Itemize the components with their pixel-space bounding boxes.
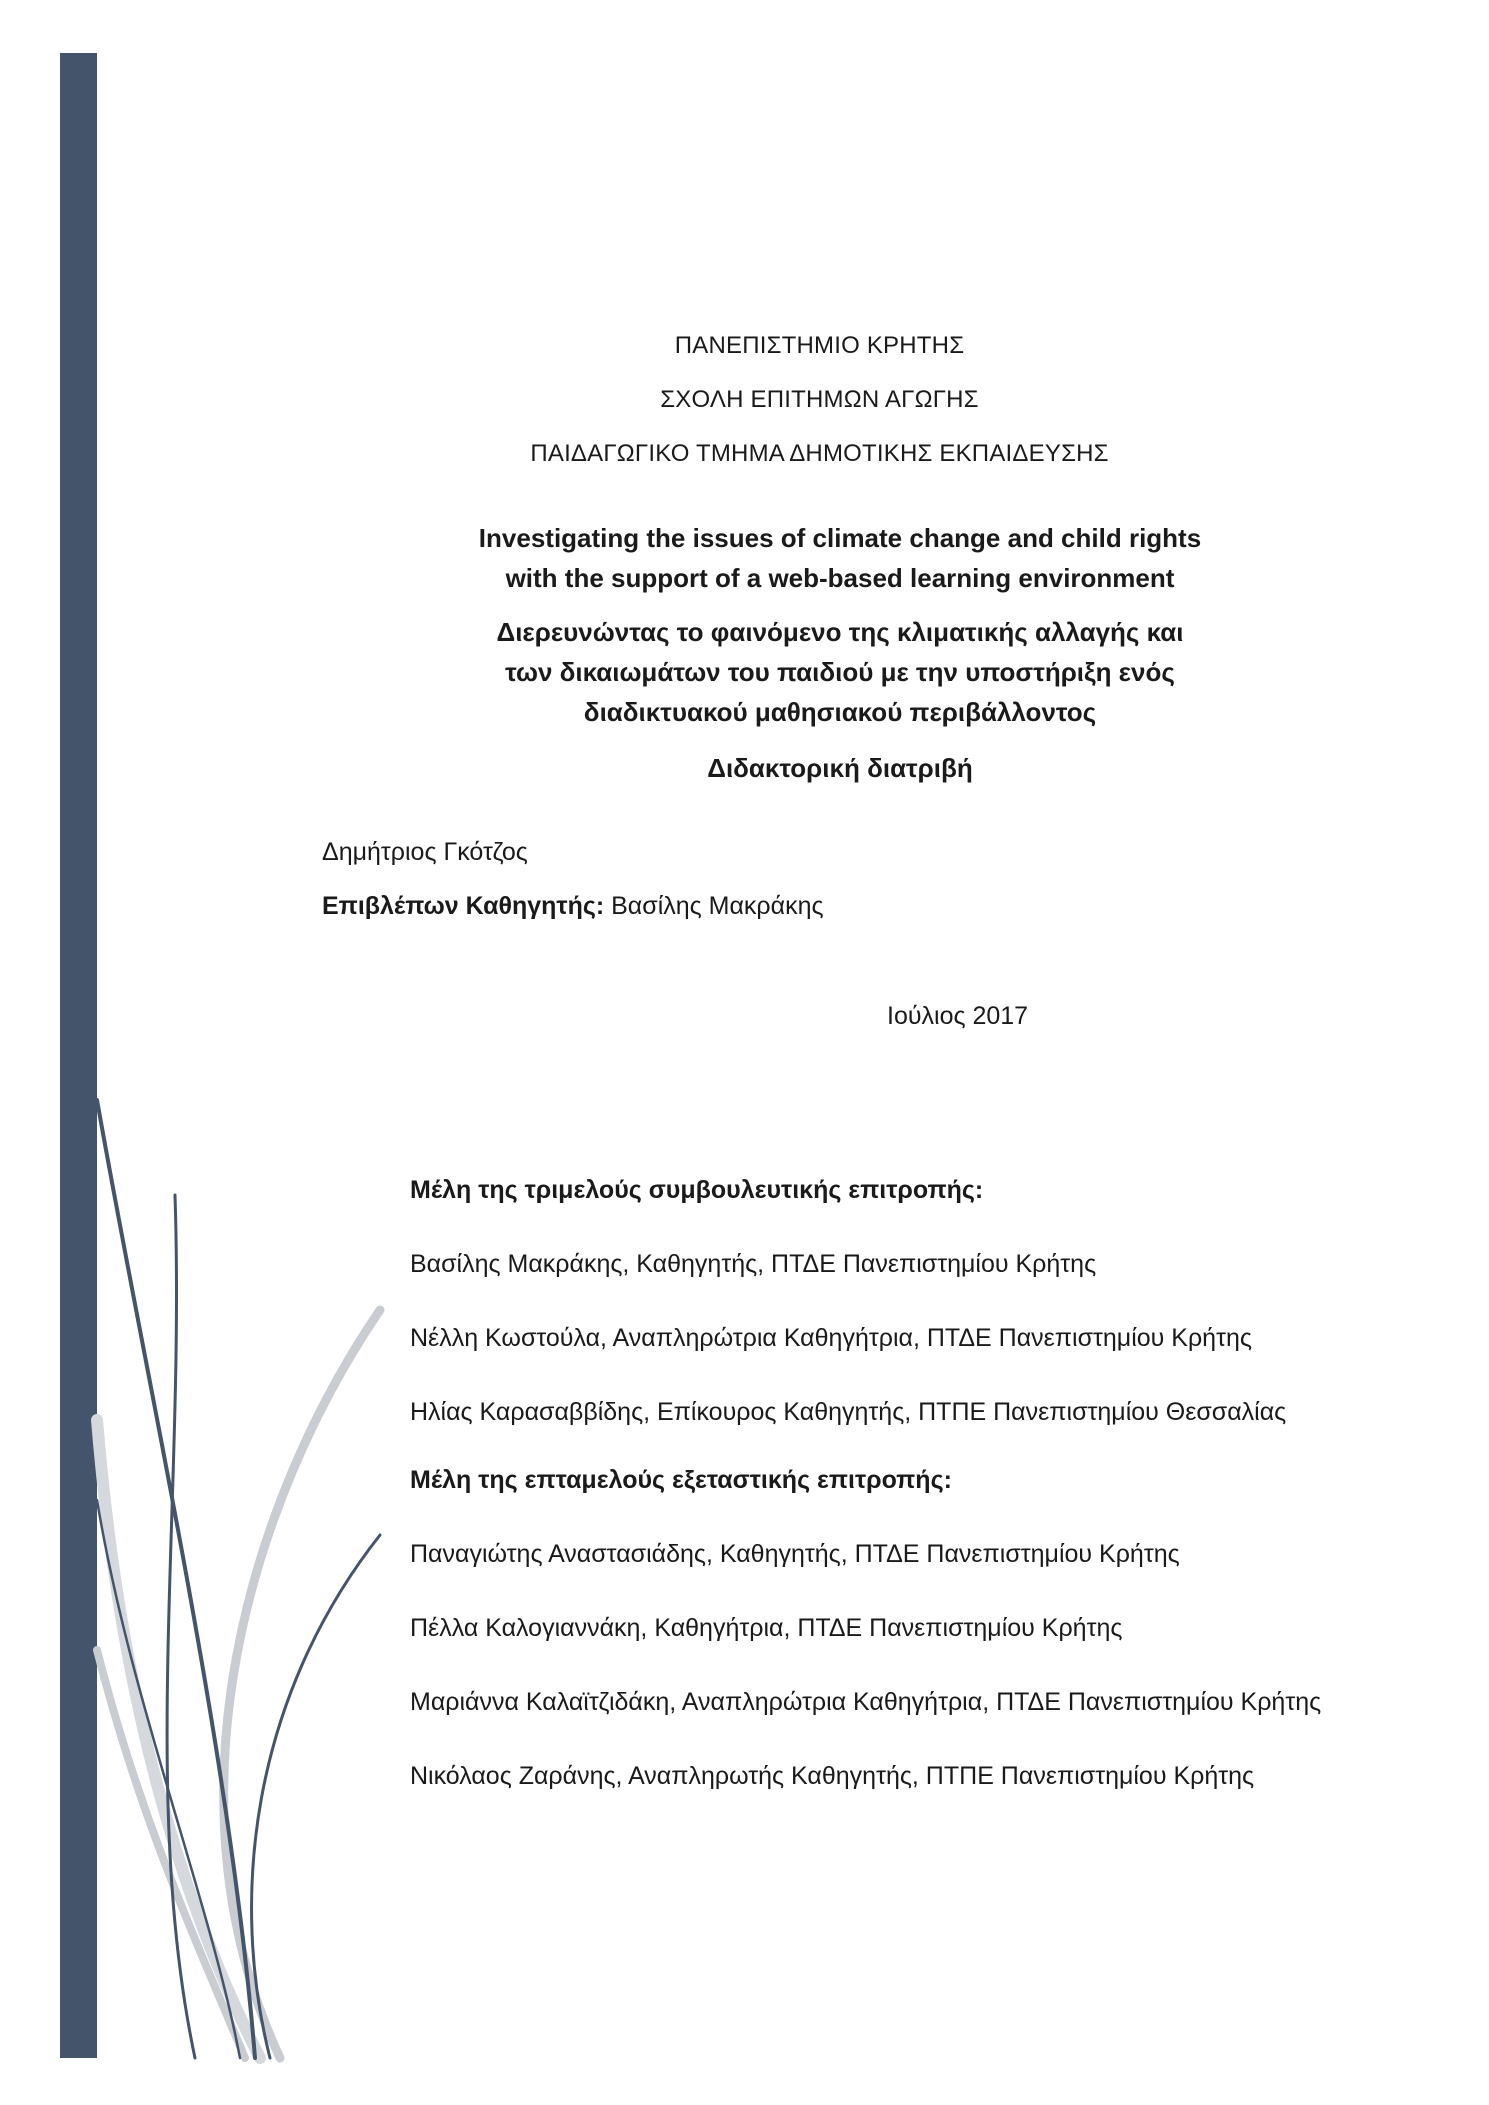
- department-name: ΠΑΙΔΑΓΩΓΙΚΟ ΤΜΗΜΑ ΔΗΜΟΤΙΚΗΣ ΕΚΠΑΙΔΕΥΣΗΣ: [530, 440, 1109, 467]
- english-title: [420, 518, 1260, 598]
- english-title-line-1: Investigating the issues of climate change and child rights: [478, 523, 1202, 553]
- university-name: ΠΑΝΕΠΙΣΤΗΜΙΟ ΚΡΗΤΗΣ: [674, 332, 965, 359]
- supervisor-name: Βασίλης Μακράκης: [604, 892, 824, 920]
- greek-title: [420, 612, 1260, 732]
- examination-member: Νικόλαος Ζαράνης, Αναπληρωτής Καθηγητής, ΠΤΠΕ Πανεπιστημίου Κρήτης: [410, 1762, 1255, 1790]
- english-title-line-2: with the support of a web-based learning environment: [505, 563, 1175, 593]
- examination-committee-heading: Μέλη της επταμελούς εξεταστικής επιτροπής:: [410, 1466, 952, 1494]
- greek-title-line-3: διαδικτυακού μαθησιακού περιβάλλοντος: [583, 697, 1097, 727]
- supervisor-line: [322, 892, 824, 921]
- examination-member: Πέλλα Καλογιαννάκη, Καθηγήτρια, ΠΤΔΕ Πανεπιστημίου Κρήτης: [410, 1614, 1123, 1642]
- greek-title-line-1: Διερευνώντας το φαινόμενο της κλιματικής αλλαγής και: [496, 617, 1184, 647]
- greek-title-line-2: των δικαιωμάτων του παιδιού με την υποστήριξη ενός: [505, 657, 1175, 687]
- advisory-member: Νέλλη Κωστούλα, Αναπληρώτρια Καθηγήτρια, ΠΤΔΕ Πανεπιστημίου Κρήτης: [410, 1324, 1252, 1352]
- advisory-member: Ηλίας Καρασαββίδης, Επίκουρος Καθηγητής, ΠΤΠΕ Πανεπιστημίου Θεσσαλίας: [410, 1398, 1287, 1426]
- date: Ιούλιος 2017: [887, 1002, 1029, 1030]
- document-type: Διδακτορική διατριβή: [707, 753, 973, 783]
- school-name: ΣΧΟΛΗ ΕΠΙΤΗΜΩΝ ΑΓΩΓΗΣ: [660, 386, 979, 413]
- examination-member: Παναγιώτης Αναστασιάδης, Καθηγητής, ΠΤΔΕ Πανεπιστημίου Κρήτης: [410, 1540, 1180, 1568]
- author-name: Δημήτριος Γκότζος: [322, 838, 528, 866]
- examination-member: Μαριάννα Καλαϊτζιδάκη, Αναπληρώτρια Καθηγήτρια, ΠΤΔΕ Πανεπιστημίου Κρήτης: [410, 1688, 1322, 1716]
- advisory-committee-heading: Μέλη της τριμελούς συμβουλευτικής επιτροπής:: [410, 1176, 984, 1204]
- advisory-member: Βασίλης Μακράκης, Καθηγητής, ΠΤΔΕ Πανεπιστημίου Κρήτης: [410, 1250, 1097, 1278]
- supervisor-label: Επιβλέπων Καθηγητής:: [322, 892, 605, 920]
